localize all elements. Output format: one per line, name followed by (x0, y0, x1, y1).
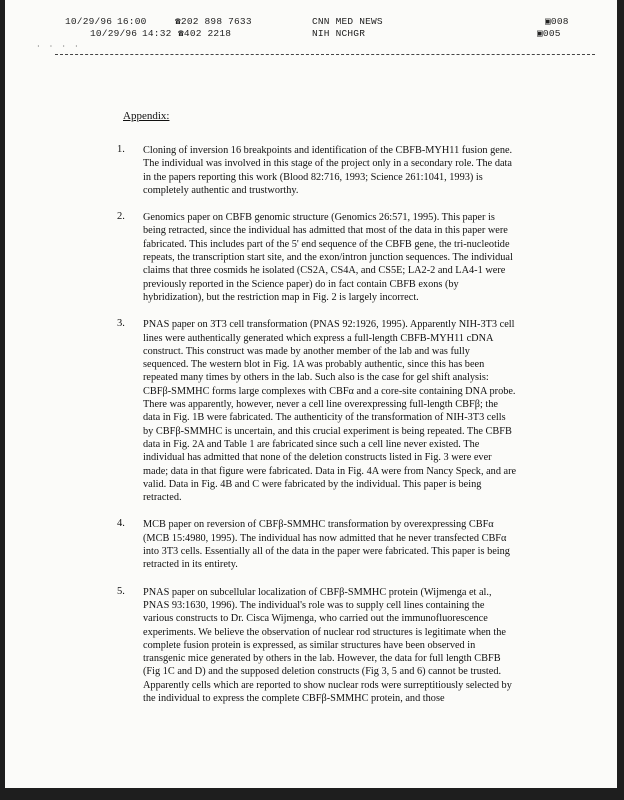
document-page (5, 0, 617, 788)
fax-time-2: 14:32 (142, 28, 172, 39)
list-item (117, 518, 517, 571)
fax-page-number-2: 005 (542, 28, 561, 39)
fax-page-number-1: 008 (550, 16, 569, 27)
list-item (117, 318, 517, 504)
item-text: Genomics paper on CBFB genomic structure (Genomics 26:571, 1995). This paper is being retracted, since the individual has admitted that most of the data in this paper were fabricated. This includes part of the 5' end sequence of the CBFB gene, the tri-nucleotide repeats, the transcription start site, and the exon/intron junction sequences. The individual claims that three cosmids he isolated (CS2A, CS4A, and CS5E; LA2-2 and LA4-1 were previously reported in the Science paper) do in fact contain CBFB exons (by hybridization), but the restriction map in Fig. 2 is largely incorrect. (143, 212, 513, 303)
fax-page-icon: ▣ (537, 28, 543, 39)
fax-phone-2: ☎402 2218 (178, 28, 232, 39)
fax-org-2: NIH NCHGR (312, 28, 366, 39)
fax-page-1 (545, 16, 569, 27)
appendix-list (117, 144, 517, 719)
fax-time-1: 16:00 (117, 16, 147, 27)
scan-specks: · · · · (37, 42, 82, 51)
item-text: PNAS paper on 3T3 cell transformation (PNAS 92:1926, 1995). Apparently NIH-3T3 cell lines were authentically generated which express a full-length CBFB-MYH11 cDNA construct. This construct was made by another member of the lab and was fully sequenced. The western blot in Fig. 1A was probably authentic, since this has been repeated many times by others in the lab. Such also is the case for gel shift analysis: CBFβ-SMMHC forms large complexes with CBFα and a core-site containing DNA probe. There was apparently, however, never a cell line overexpressing full-length CBFβ; the data in Fig. 1B were fabricated. The authenticity of the transformation of NIH-3T3 cells by CBFβ-SMMHC is uncertain, and this crucial experiment is being repeated. The CBFB data in Fig. 2A and Table 1 are fabricated since such a cell line never existed. The individual has admitted that none of the deletion constructs listed in Fig. 3 were ever made; data in that figure were fabricated. Data in Fig. 4A were from Nancy Speck, and are valid. Data in Fig. 4B and C were fabricated by the individual. This paper is being retracted. (143, 319, 517, 504)
list-item (117, 586, 517, 706)
fax-page-icon: ▣ (545, 16, 551, 27)
item-number: 1. (117, 144, 125, 155)
item-number: 4. (117, 518, 125, 530)
fax-phone-1: ☎202 898 7633 (175, 16, 252, 27)
fax-page-2 (537, 28, 561, 39)
item-number: 2. (117, 211, 125, 223)
item-text: MCB paper on reversion of CBFβ-SMMHC transformation by overexpressing CBFα (MCB 15:4980, 1995). The individual has now admitted that he never transfected CBFα into 3T3 cells. Essentially all of the data in the paper were fabricated. This paper is being retracted in its entirety. (143, 519, 510, 571)
item-number: 3. (117, 318, 125, 330)
list-item (117, 144, 517, 197)
fax-org-1: CNN MED NEWS (312, 16, 383, 27)
fax-divider (55, 54, 595, 55)
list-item (117, 211, 517, 304)
item-text: Cloning of inversion 16 breakpoints and identification of the CBFB-MYH11 fusion gene. The individual was involved in this stage of the project only in a secondary role. The data in the papers reporting this work (Blood 82:716, 1993; Science 261:1041, 1993) is completely authentic and trustworthy. (143, 145, 513, 196)
fax-date-1: 10/29/96 (65, 16, 113, 27)
appendix-heading: Appendix: (123, 110, 170, 122)
fax-date-2: 10/29/96 (90, 28, 138, 39)
item-number: 5. (117, 585, 125, 597)
item-text: PNAS paper on subcellular localization of CBFβ-SMMHC protein (Wijmenga et al., PNAS 93:1630, 1996). The individual's role was to supply cell lines containing the various constructs to Dr. Cisca Wijmenga, who carried out the immunofluorescence experiments. We believe the observation of nuclear rod structures is legitimate when the complete fusion protein is expressed, as similar structures have been observed in transgenic mice generated by others in the lab. However, the data for full length CBFB (Fig 1C and D) and the supposed deletion constructs (Fig 3, 5 and 6) cannot be trusted. Apparently cells which are reported to show nuclear rods were surreptitiously selected by the individual to express the complete CBFβ-SMMHC protein, and those (143, 586, 512, 704)
